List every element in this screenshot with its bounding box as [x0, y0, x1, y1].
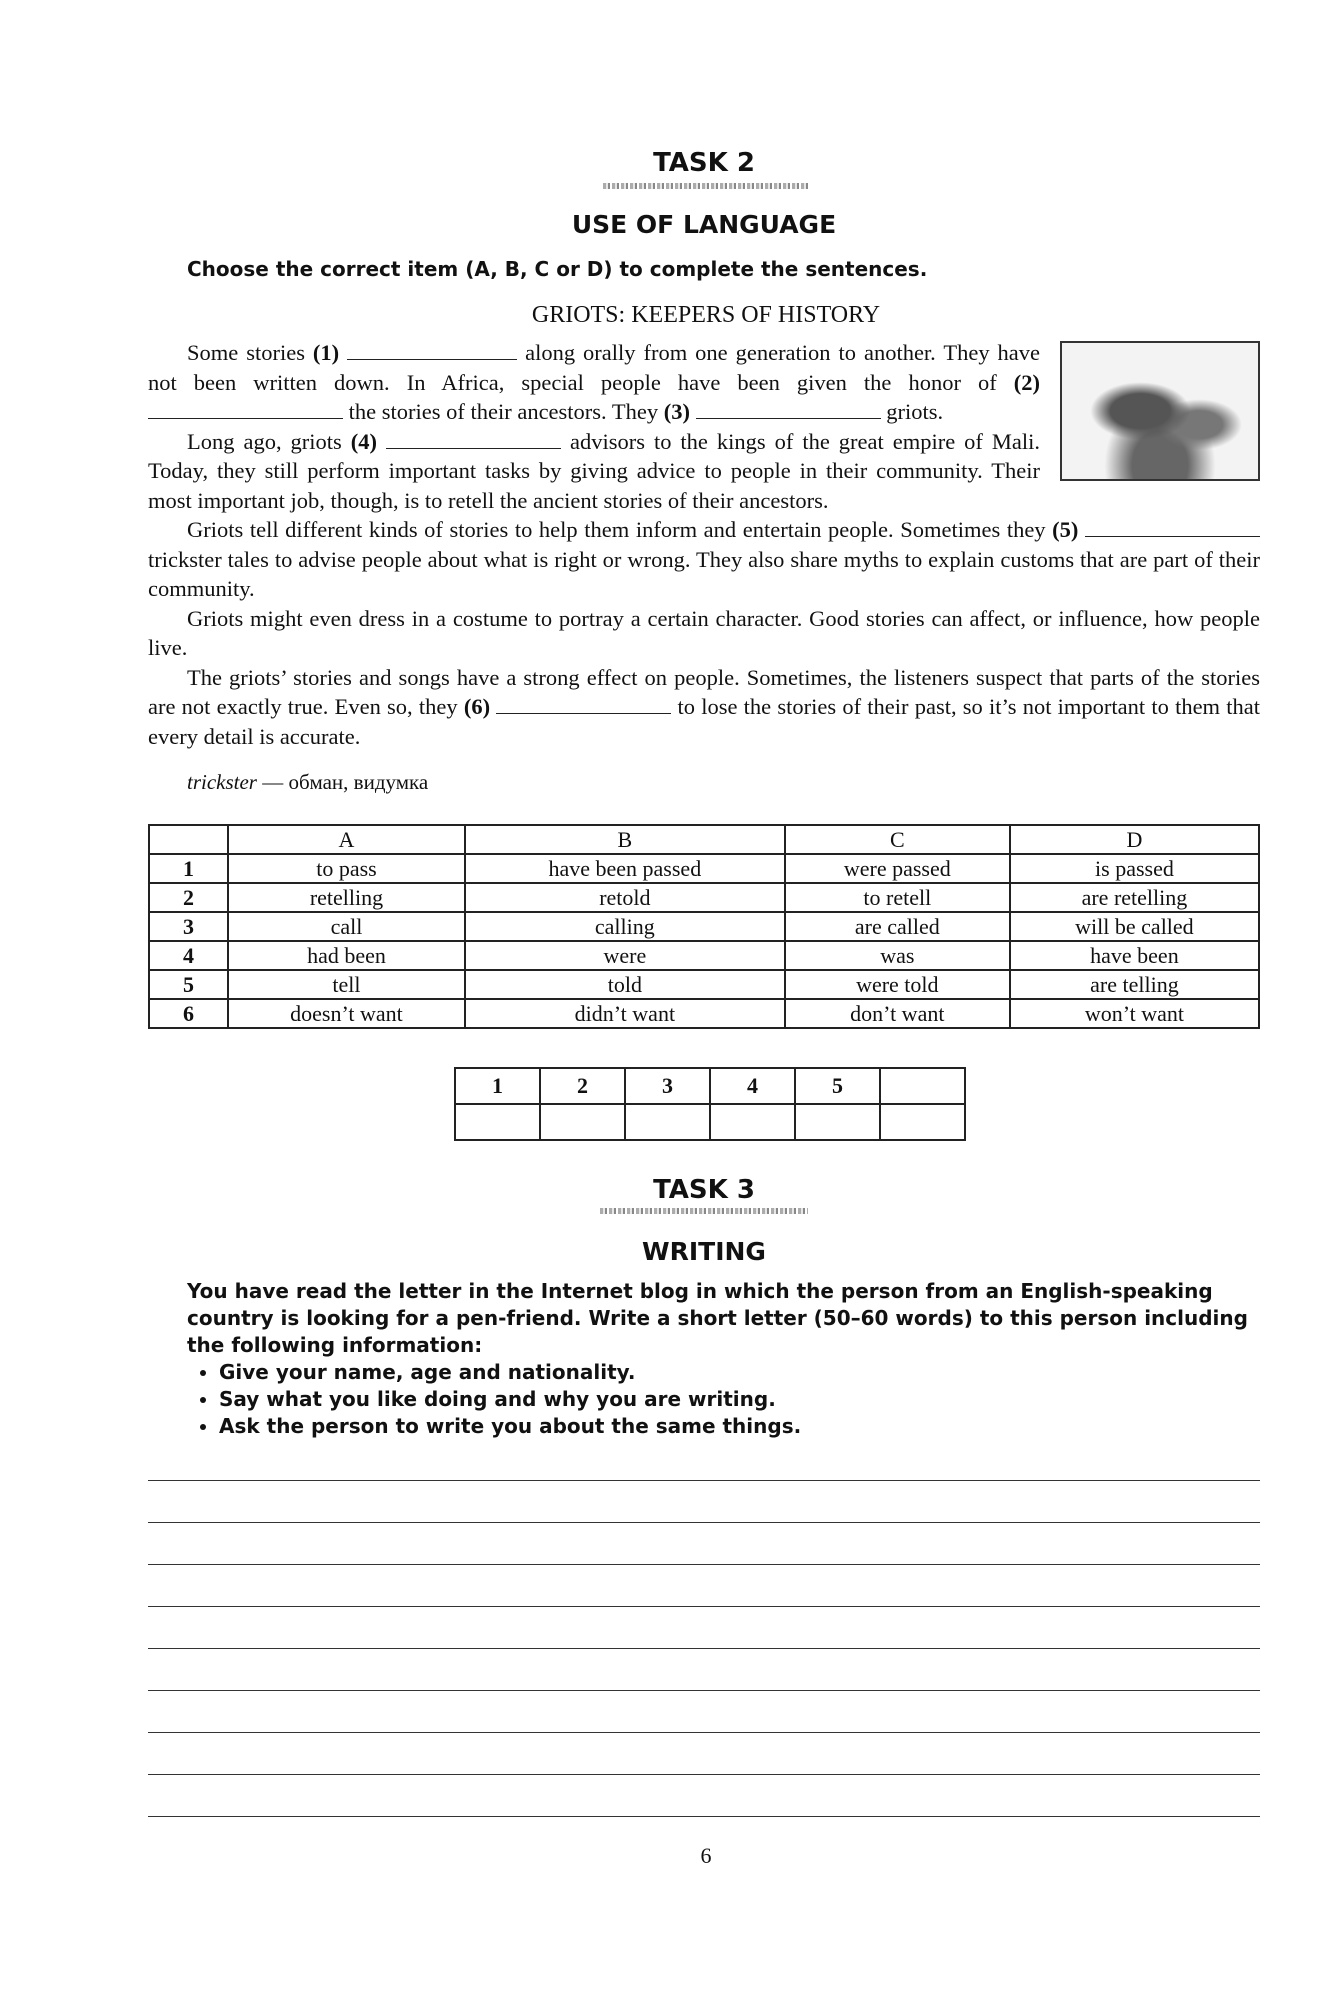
paragraph-1: Some stories (1) along orally from one generation to another. They have not been written down. In Africa, special people have been given the honor of (2) the stories of their ancestors. They (3) griots.: [148, 340, 1041, 424]
blank-2: [148, 400, 343, 419]
writing-line[interactable]: [148, 1480, 1260, 1481]
row-number: 1: [149, 854, 228, 883]
option-cell: calling: [465, 912, 785, 941]
option-cell: to retell: [785, 883, 1010, 912]
option-cell: doesn’t want: [228, 999, 465, 1028]
blank-3: [696, 400, 881, 419]
paragraph-5: The griots’ stories and songs have a strong effect on people. Sometimes, the listeners suspect that parts of the stories are not exactly true. Even so, they (6) to lose the stories of their past, so it’s not important to them that every detail is accurate.: [148, 664, 1261, 749]
option-cell: is passed: [1010, 854, 1259, 883]
row-number: 4: [149, 941, 228, 970]
writing-line[interactable]: [148, 1648, 1260, 1649]
paragraph-3: Griots tell different kinds of stories to help them inform and entertain people. Sometimes they (5) trickster tales to advise people about what is right or wrong. They also share myths to explain customs that are part of their community.: [148, 517, 1260, 601]
blank-4: [386, 430, 561, 449]
option-cell: are called: [785, 912, 1010, 941]
table-row: [149, 854, 1259, 883]
options-table: [148, 824, 1260, 1029]
writing-line[interactable]: [148, 1816, 1260, 1817]
story-text: [148, 338, 1260, 751]
answer-box[interactable]: [710, 1104, 795, 1140]
writing-line[interactable]: [148, 1690, 1260, 1691]
column-header: B: [465, 825, 785, 854]
table-row: [149, 970, 1259, 999]
glossary-note: trickster — обман, видумка: [187, 770, 429, 794]
writing-line[interactable]: [148, 1564, 1260, 1565]
paragraph-4: Griots might even dress in a costume to portray a certain character. Good stories can affect, or influence, how people live.: [148, 605, 1260, 660]
task2-subtitle: USE OF LANGUAGE: [571, 210, 837, 239]
task3-subtitle: WRITING: [642, 1237, 766, 1266]
option-cell: retold: [465, 883, 785, 912]
blank-6: [496, 695, 671, 714]
decorative-divider: [600, 1208, 808, 1214]
answer-box[interactable]: [540, 1104, 625, 1140]
option-cell: were told: [785, 970, 1010, 999]
option-cell: retelling: [228, 883, 465, 912]
row-number: 5: [149, 970, 228, 999]
story-title: GRIOTS: KEEPERS OF HISTORY: [531, 302, 881, 328]
option-cell: were passed: [785, 854, 1010, 883]
option-cell: call: [228, 912, 465, 941]
table-row: [149, 883, 1259, 912]
writing-line[interactable]: [148, 1522, 1260, 1523]
row-number: 6: [149, 999, 228, 1028]
bullet-item: • Give your name, age and nationality.: [219, 1359, 1262, 1386]
column-header: [149, 825, 228, 854]
option-cell: have been passed: [465, 854, 785, 883]
blank-5: [1085, 518, 1260, 537]
option-cell: to pass: [228, 854, 465, 883]
row-number: 2: [149, 883, 228, 912]
option-cell: tell: [228, 970, 465, 999]
option-cell: was: [785, 941, 1010, 970]
table-row: [149, 999, 1259, 1028]
paragraph-2: Long ago, griots (4) advisors to the kings of the great empire of Mali. Today, they still perform important tasks by giving advice to people in their community. Their most important job, though, is to retell the ancient stories of their ancestors.: [148, 428, 1041, 513]
option-cell: had been: [228, 941, 465, 970]
option-cell: are retelling: [1010, 883, 1259, 912]
row-number: 3: [149, 912, 228, 941]
option-cell: told: [465, 970, 785, 999]
task3-bullet-list: [187, 1359, 1262, 1440]
writing-line[interactable]: [148, 1606, 1260, 1607]
option-cell: were: [465, 941, 785, 970]
writing-line[interactable]: [148, 1774, 1260, 1775]
column-header: A: [228, 825, 465, 854]
answer-number: 4: [710, 1068, 795, 1104]
task3-title: TASK 3: [653, 1175, 755, 1205]
blank-1: [347, 341, 517, 360]
answer-box[interactable]: [455, 1104, 540, 1140]
bullet-item: • Ask the person to write you about the same things.: [219, 1413, 1262, 1440]
option-cell: didn’t want: [465, 999, 785, 1028]
option-cell: are telling: [1010, 970, 1259, 999]
table-row: [149, 941, 1259, 970]
option-cell: have been: [1010, 941, 1259, 970]
task3-instruction: You have read the letter in the Internet blog in which the person from an English-speaking country is looking for a pen-friend. Write a short letter (50–60 words) to this person including the following information:: [187, 1279, 1248, 1357]
decorative-divider: [603, 183, 808, 189]
option-cell: will be called: [1010, 912, 1259, 941]
answer-box[interactable]: [625, 1104, 710, 1140]
answer-number: 1: [455, 1068, 540, 1104]
answer-grid: [454, 1067, 966, 1141]
answer-number: 3: [625, 1068, 710, 1104]
option-cell: don’t want: [785, 999, 1010, 1028]
bullet-item: • Say what you like doing and why you are writing.: [219, 1386, 1262, 1413]
table-row: [149, 912, 1259, 941]
page-number: 6: [700, 1843, 712, 1868]
writing-line[interactable]: [148, 1732, 1260, 1733]
answer-number: 5: [795, 1068, 880, 1104]
task2-title: TASK 2: [653, 148, 755, 178]
task3-instructions: [187, 1278, 1262, 1440]
option-cell: won’t want: [1010, 999, 1259, 1028]
task2-instruction: Choose the correct item (A, B, C or D) to complete the sentences.: [187, 257, 928, 281]
column-header: D: [1010, 825, 1259, 854]
answer-box[interactable]: [795, 1104, 880, 1140]
answer-number: [880, 1068, 965, 1104]
answer-box[interactable]: [880, 1104, 965, 1140]
column-header: C: [785, 825, 1010, 854]
griot-illustration: [1060, 341, 1260, 481]
answer-number: 2: [540, 1068, 625, 1104]
